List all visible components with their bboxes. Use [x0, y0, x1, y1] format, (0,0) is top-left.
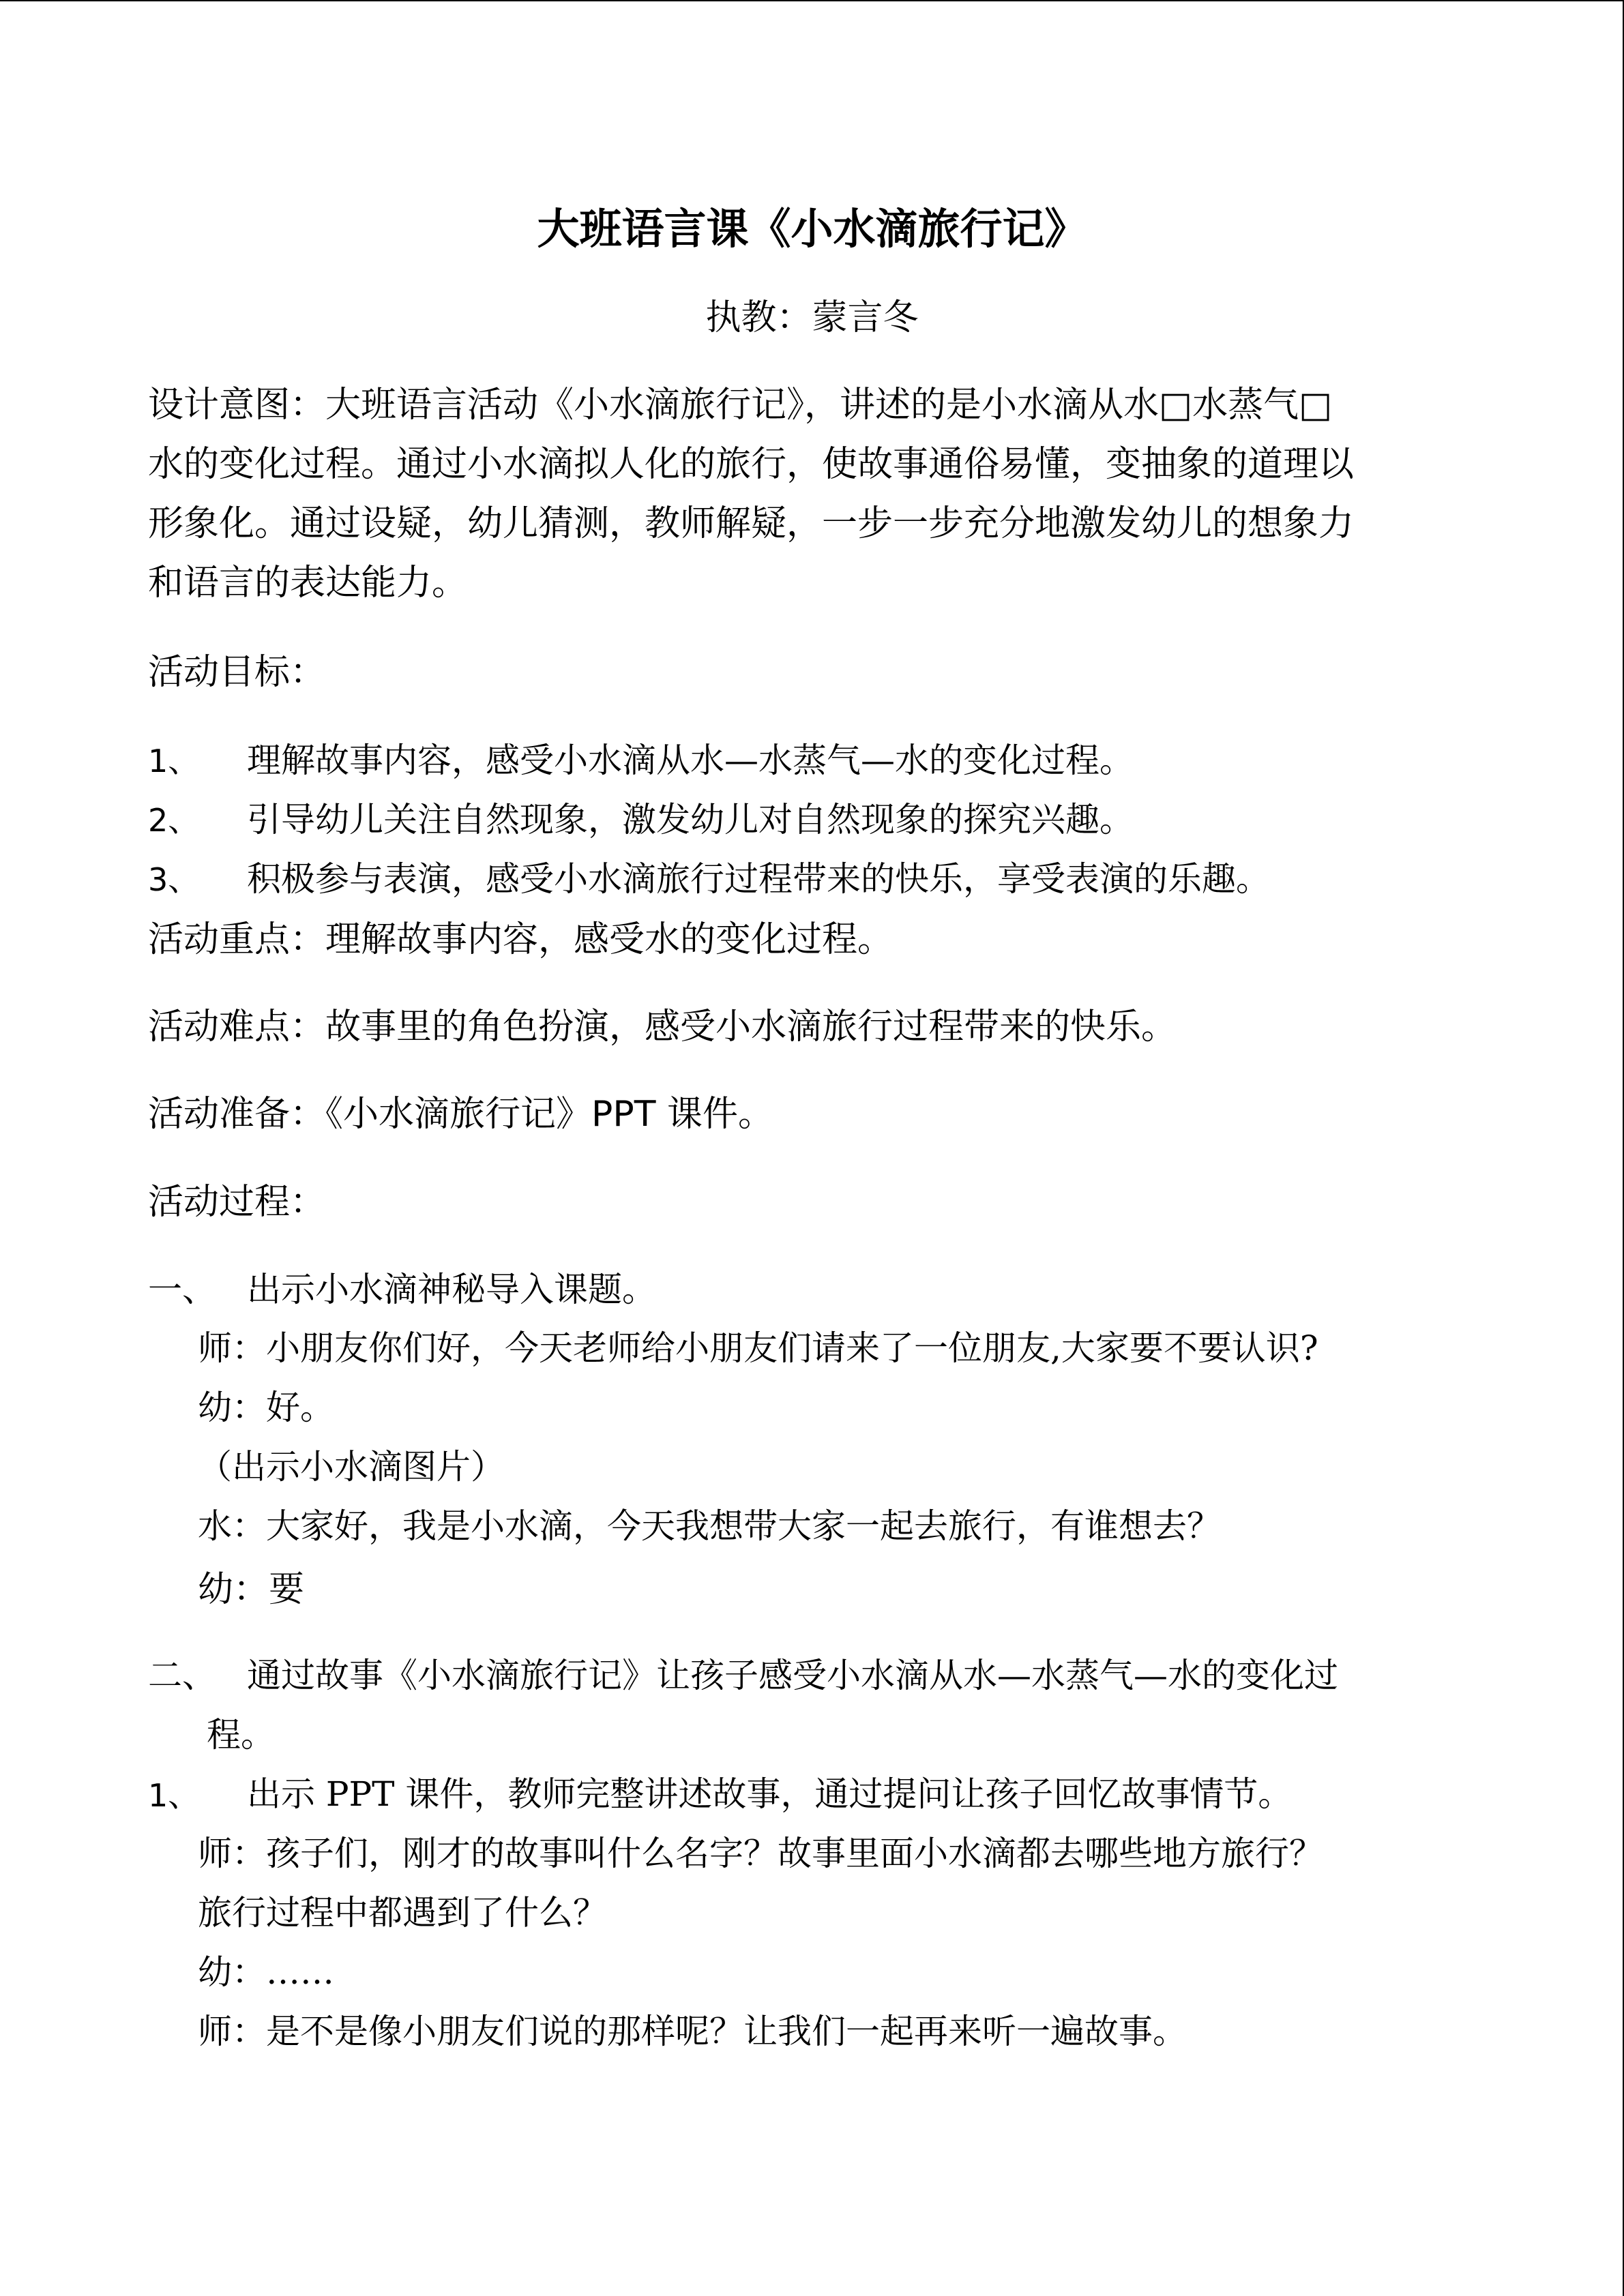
dialogue-line: 旅行过程中都遇到了什么？ [198, 1893, 607, 1933]
section-number: 一、 [148, 1270, 216, 1309]
dialogue-line: 幼：好。 [198, 1388, 334, 1427]
goal-number: 1、 [148, 743, 200, 779]
dialogue-line: 师：孩子们，刚才的故事叫什么名字？故事里面小水滴都去哪些地方旅行？ [198, 1834, 1323, 1873]
goal-text: 理解故事内容，感受小水滴从水—水蒸气—水的变化过程。 [247, 741, 1134, 780]
goal-text: 积极参与表演，感受小水滴旅行过程带来的快乐，享受表演的乐趣。 [247, 859, 1270, 899]
dialogue-line: 师：小朋友你们好，今天老师给小朋友们请来了一位朋友,大家要不要认识? [198, 1328, 1318, 1368]
section-title: 出示小水滴神秘导入课题。 [247, 1270, 656, 1309]
intent-line-2: 水的变化过程。通过小水滴拟人化的旅行，使故事通俗易懂，变抽象的道理以 [148, 444, 1355, 485]
dialogue-line: 水：大家好，我是小水滴，今天我想带大家一起去旅行，有谁想去？ [198, 1506, 1221, 1546]
page-border-top [0, 0, 1624, 1]
section-title: 通过故事《小水滴旅行记》让孩子感受小水滴从水—水蒸气—水的变化过 [247, 1656, 1338, 1695]
step-number: 1、 [148, 1777, 200, 1814]
goal-text: 引导幼儿关注自然现象，激发幼儿对自然现象的探究兴趣。 [247, 800, 1134, 839]
dialogue-line: （出示小水滴图片） [198, 1447, 505, 1487]
goal-number: 3、 [148, 861, 200, 898]
dialogue-line: 幼：要 [198, 1569, 305, 1610]
intent-line-3: 形象化。通过设疑，幼儿猜测，教师解疑，一步一步充分地激发幼儿的想象力 [148, 503, 1355, 544]
step-title: 出示 PPT 课件，教师完整讲述故事，通过提问让孩子回忆故事情节。 [247, 1774, 1293, 1814]
goal-number: 2、 [148, 802, 200, 839]
dialogue-line: 师：是不是像小朋友们说的那样呢？让我们一起再来听一遍故事。 [198, 2012, 1187, 2051]
section-title-continued: 程。 [207, 1715, 275, 1755]
dialogue-line: 幼：…… [198, 1952, 334, 1992]
difficulty: 活动难点：故事里的角色扮演，感受小水滴旅行过程带来的快乐。 [148, 1007, 1177, 1047]
intent-line-4: 和语言的表达能力。 [148, 563, 468, 603]
preparation: 活动准备：《小水滴旅行记》PPT 课件。 [148, 1094, 774, 1135]
document-title: 大班语言课《小水滴旅行记》 [537, 204, 1087, 254]
teacher-line: 执教：蒙言冬 [705, 297, 919, 338]
intent-line-1: 设计意图：大班语言活动《小水滴旅行记》，讲述的是小水滴从水□水蒸气□ [148, 385, 1333, 426]
goals-heading: 活动目标： [148, 652, 326, 693]
section-number: 二、 [148, 1656, 216, 1695]
key-point: 活动重点：理解故事内容，感受水的变化过程。 [148, 919, 894, 960]
process-heading: 活动过程： [148, 1182, 326, 1223]
